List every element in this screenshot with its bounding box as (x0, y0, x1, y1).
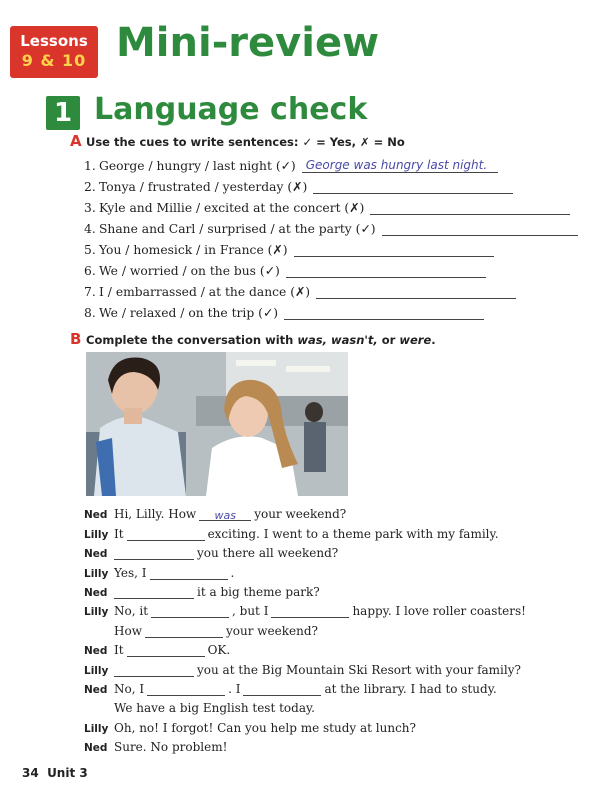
line-text: It (114, 526, 124, 541)
line-text: How (114, 623, 142, 638)
line-text: you at the Big Mountain Ski Resort with your family? (197, 662, 521, 677)
exercise-list (84, 152, 594, 320)
photo-illustration (86, 352, 348, 496)
line-text: . (230, 565, 235, 580)
blank-field[interactable] (271, 605, 349, 618)
page-number: 34 (22, 766, 39, 780)
dialog-line (84, 599, 594, 618)
part-b-instruction (86, 333, 436, 347)
line-text: Oh, no! I forgot! Can you help me study at lunch? (114, 720, 416, 735)
item-number: 8. (84, 306, 96, 320)
item-number: 6. (84, 264, 96, 278)
dialog-line (84, 521, 594, 540)
blank-field[interactable] (145, 625, 223, 638)
item-number: 4. (84, 222, 96, 236)
photo-two-teens (86, 352, 348, 496)
speaker: Lilly (84, 722, 109, 735)
speaker: Lilly (84, 664, 109, 677)
page-title: Mini-review (116, 20, 380, 66)
answer-text (316, 284, 320, 298)
line-text: your weekend? (254, 507, 347, 522)
line-text: , but I (232, 604, 269, 619)
item-number: 3. (84, 201, 96, 215)
instruction-word: was, wasn't, (297, 333, 378, 347)
blank-field[interactable] (127, 644, 205, 657)
speaker: Ned (84, 645, 108, 658)
list-item (84, 215, 594, 236)
answer-text: George was hungry last night. (305, 158, 488, 172)
line-text: OK. (207, 643, 231, 658)
instruction-text: . (431, 333, 436, 347)
conversation (84, 502, 594, 754)
answer-text (286, 263, 290, 277)
answer-line[interactable] (313, 179, 513, 194)
unit-label: Unit 3 (47, 766, 88, 780)
list-item (84, 278, 594, 299)
line-text: you there all weekend? (197, 546, 339, 561)
speaker: Ned (84, 509, 108, 522)
list-item (84, 194, 594, 215)
blank-field[interactable] (199, 508, 251, 521)
part-a-letter: A (70, 132, 82, 150)
item-cue: We / relaxed / on the trip (✓) (99, 306, 279, 320)
speaker: Lilly (84, 606, 109, 619)
line-text: No, it (114, 604, 149, 619)
line-text: It (114, 643, 124, 658)
speaker: Ned (84, 742, 108, 755)
dialog-line (84, 677, 594, 696)
answer-text (370, 200, 374, 214)
line-text: Yes, I (114, 565, 147, 580)
lessons-badge (10, 26, 98, 78)
badge-line2: 9 & 10 (21, 51, 87, 70)
answer-text (313, 179, 317, 193)
answer-line[interactable] (316, 284, 516, 299)
item-cue: I / embarrassed / at the dance (✗) (99, 285, 311, 299)
dialog-line (84, 502, 594, 521)
blank-field[interactable] (114, 547, 194, 560)
blank-field[interactable] (127, 528, 205, 541)
line-text: Sure. No problem! (114, 740, 228, 755)
section-number: 1 (46, 96, 80, 130)
answer-text (382, 221, 386, 235)
part-a-instruction: Use the cues to write sentences: ✓ = Yes, ✗ = No (86, 135, 405, 149)
dialog-line (84, 541, 594, 560)
item-cue: We / worried / on the bus (✓) (99, 264, 280, 278)
dialog-line (84, 657, 594, 676)
blank-answer: was (214, 509, 236, 523)
line-text: . I (228, 681, 241, 696)
blank-field[interactable] (114, 586, 194, 599)
dialog-line (84, 560, 594, 579)
dialog-line (84, 638, 594, 657)
dialog-line (84, 580, 594, 599)
list-item (84, 257, 594, 278)
blank-field[interactable] (150, 567, 228, 580)
list-item (84, 173, 594, 194)
page-footer (22, 766, 88, 780)
item-cue: You / homesick / in France (✗) (99, 243, 288, 257)
list-item (84, 152, 594, 173)
line-text: at the library. I had to study. (324, 681, 497, 696)
dialog-line (84, 696, 594, 715)
line-text: No, I (114, 681, 145, 696)
dialog-line (84, 735, 594, 754)
item-number: 2. (84, 180, 96, 194)
line-text: We have a big English test today. (114, 701, 315, 716)
line-text: exciting. I went to a theme park with my family. (207, 526, 499, 541)
blank-field[interactable] (114, 664, 194, 677)
item-cue: Tonya / frustrated / yesterday (✗) (99, 180, 308, 194)
line-text: happy. I love roller coasters! (352, 604, 526, 619)
line-text: Hi, Lilly. How (114, 507, 197, 522)
dialog-line (84, 618, 594, 637)
item-number: 5. (84, 243, 96, 257)
answer-line[interactable] (370, 200, 570, 215)
item-cue: George / hungry / last night (✓) (99, 159, 296, 173)
answer-text (294, 242, 298, 256)
item-cue: Shane and Carl / surprised / at the party (✓) (99, 222, 376, 236)
instruction-text: Complete the conversation with (86, 333, 298, 347)
item-number: 7. (84, 285, 96, 299)
answer-line[interactable] (302, 158, 498, 173)
list-item (84, 299, 594, 320)
item-number: 1. (84, 159, 96, 173)
answer-line[interactable] (382, 221, 578, 236)
speaker: Ned (84, 548, 108, 561)
answer-line[interactable] (294, 242, 494, 257)
item-cue: Kyle and Millie / excited at the concert (✗) (99, 201, 365, 215)
speaker: Lilly (84, 528, 109, 541)
answer-line[interactable] (284, 305, 484, 320)
answer-line[interactable] (286, 263, 486, 278)
blank-field[interactable] (147, 683, 225, 696)
dialog-line (84, 715, 594, 734)
blank-field[interactable] (243, 683, 321, 696)
section-title: Language check (94, 92, 368, 127)
speaker: Lilly (84, 567, 109, 580)
line-text: your weekend? (225, 623, 318, 638)
speaker: Ned (84, 586, 108, 599)
part-b-letter: B (70, 330, 82, 348)
answer-text (284, 305, 288, 319)
instruction-text: or (377, 333, 400, 347)
blank-field[interactable] (151, 605, 229, 618)
badge-line1: Lessons (20, 32, 88, 50)
instruction-word: were (399, 333, 432, 347)
line-text: it a big theme park? (197, 584, 320, 599)
list-item (84, 236, 594, 257)
speaker: Ned (84, 683, 108, 696)
